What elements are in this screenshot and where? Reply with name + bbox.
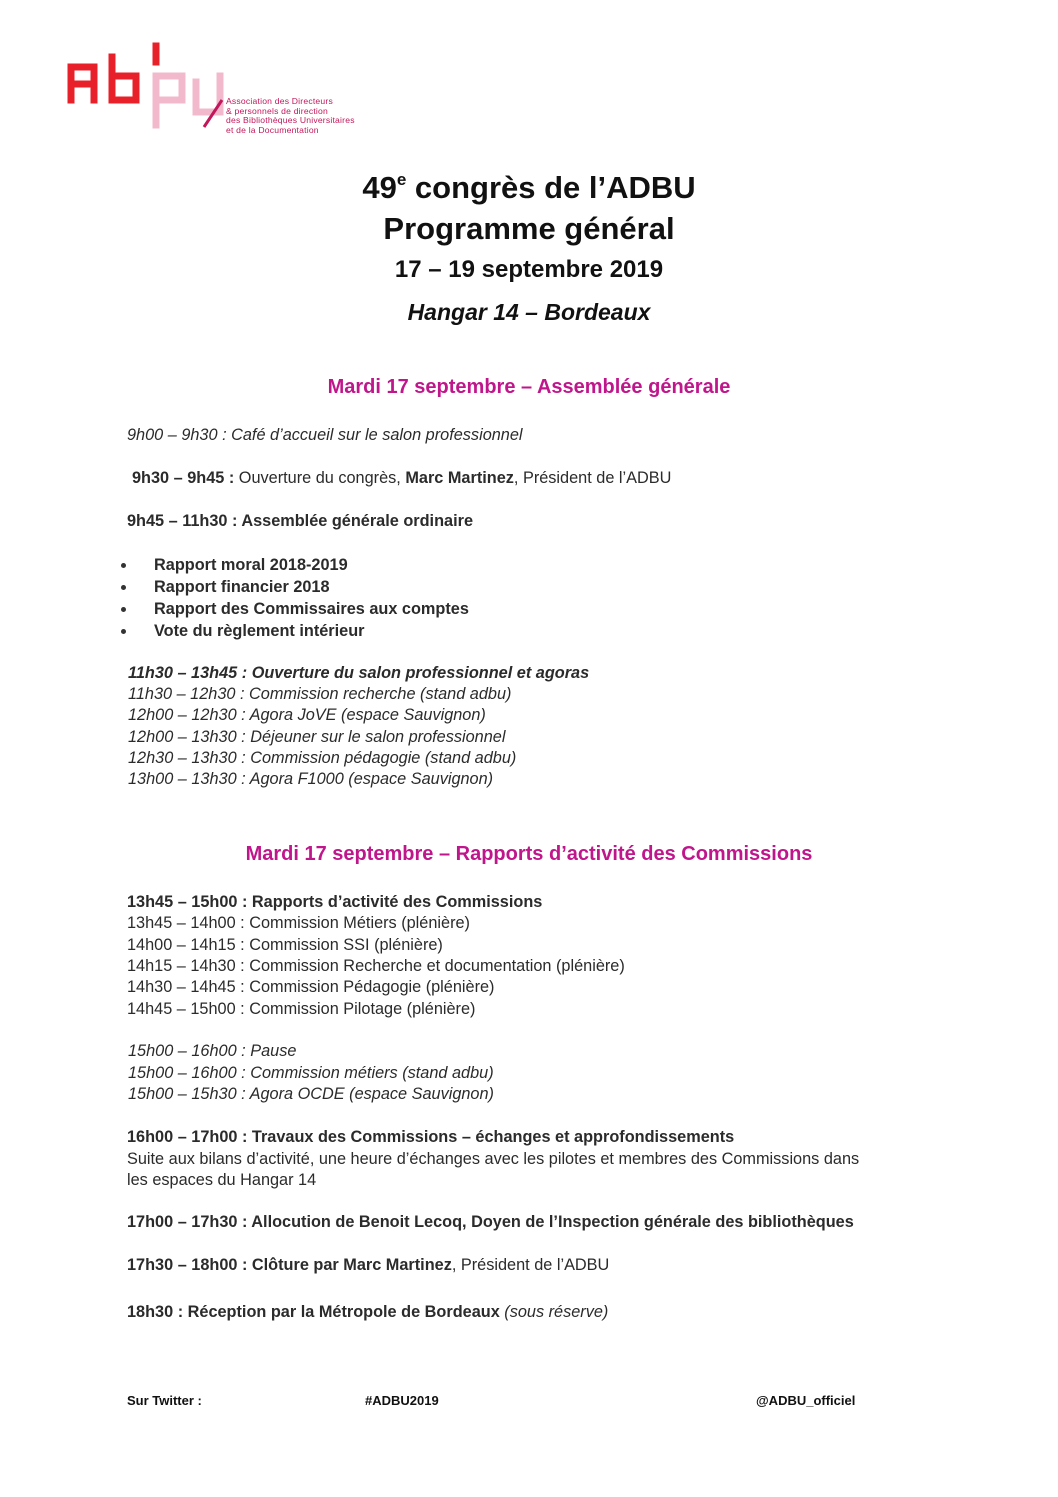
page-subtitle: Programme général <box>383 211 675 246</box>
schedule-cafe: 9h00 – 9h30 : Café d’accueil sur le salon professionnel <box>127 426 523 444</box>
association-line: & personnels de direction <box>226 105 328 116</box>
schedule-item: 14h15 – 14h30 : Commission Recherche et documentation (plénière) <box>127 957 625 975</box>
bullet-icon <box>121 563 126 568</box>
bullet-icon <box>121 585 126 590</box>
association-line: des Bibliothèques Universitaires <box>226 115 355 126</box>
schedule-item: 13h00 – 13h30 : Agora F1000 (espace Sauvignon) <box>128 770 494 788</box>
ag-agenda-list <box>118 554 469 642</box>
list-item: Rapport financier 2018 <box>118 576 469 598</box>
schedule-salon-title: 11h30 – 13h45 : Ouverture du salon professionnel et agoras <box>128 664 590 682</box>
schedule-item: 14h00 – 14h15 : Commission SSI (plénière) <box>127 936 443 954</box>
footer-twitter-handle: @ADBU_officiel <box>756 1393 856 1408</box>
schedule-item: 14h45 – 15h00 : Commission Pilotage (plénière) <box>127 1000 476 1018</box>
association-line: Association des Directeurs <box>226 96 333 106</box>
schedule-ag: 9h45 – 11h30 : Assemblée générale ordinaire <box>127 512 473 530</box>
schedule-cloture: 17h30 – 18h00 : Clôture par Marc Martinez, Président de l’ADBU <box>127 1256 610 1274</box>
list-item: Rapport moral 2018-2019 <box>118 554 469 576</box>
section-heading-assemblee: Mardi 17 septembre – Assemblée générale <box>327 376 731 398</box>
schedule-travaux-text: les espaces du Hangar 14 <box>127 1171 317 1189</box>
schedule-item: 14h30 – 14h45 : Commission Pédagogie (plénière) <box>127 978 495 996</box>
schedule-opening: 9h30 – 9h45 : Ouverture du congrès, Marc Martinez, Président de l’ADBU <box>132 469 672 487</box>
association-name <box>226 97 355 135</box>
schedule-reports-title: 13h45 – 15h00 : Rapports d’activité des Commissions <box>127 893 543 911</box>
schedule-item: 11h30 – 12h30 : Commission recherche (stand adbu) <box>128 685 512 703</box>
schedule-allocution: 17h00 – 17h30 : Allocution de Benoit Lecoq, Doyen de l’Inspection générale des bibliothèques <box>127 1213 854 1231</box>
association-line: et de la Documentation <box>226 124 319 135</box>
section-heading-rapports: Mardi 17 septembre – Rapports d’activité des Commissions <box>245 843 813 865</box>
list-item: Vote du règlement intérieur <box>118 620 469 642</box>
schedule-item: 12h30 – 13h30 : Commission pédagogie (stand adbu) <box>128 749 517 767</box>
list-item: Rapport des Commissaires aux comptes <box>118 598 469 620</box>
schedule-item: 15h00 – 16h00 : Pause <box>128 1042 297 1060</box>
schedule-reception: 18h30 : Réception par la Métropole de Bordeaux (sous réserve) <box>127 1303 609 1321</box>
footer-hashtag: #ADBU2019 <box>365 1393 439 1408</box>
event-venue: Hangar 14 – Bordeaux <box>407 299 651 325</box>
schedule-travaux-text: Suite aux bilans d’activité, une heure d’échanges avec les pilotes et membres des Commissions dans <box>127 1150 860 1168</box>
bullet-icon <box>121 629 126 634</box>
page-title: 49e congrès de l’ADBU <box>362 170 696 205</box>
schedule-travaux-title: 16h00 – 17h00 : Travaux des Commissions – échanges et approfondissements <box>127 1128 735 1146</box>
schedule-item: 13h45 – 14h00 : Commission Métiers (plénière) <box>127 914 470 932</box>
schedule-item: 12h00 – 13h30 : Déjeuner sur le salon professionnel <box>128 728 506 746</box>
bullet-icon <box>121 607 126 612</box>
schedule-item: 12h00 – 12h30 : Agora JoVE (espace Sauvignon) <box>128 706 486 724</box>
footer-twitter-label: Sur Twitter : <box>127 1393 202 1408</box>
schedule-item: 15h00 – 16h00 : Commission métiers (stand adbu) <box>128 1064 494 1082</box>
schedule-item: 15h00 – 15h30 : Agora OCDE (espace Sauvignon) <box>128 1085 494 1103</box>
event-dates: 17 – 19 septembre 2019 <box>394 256 664 283</box>
